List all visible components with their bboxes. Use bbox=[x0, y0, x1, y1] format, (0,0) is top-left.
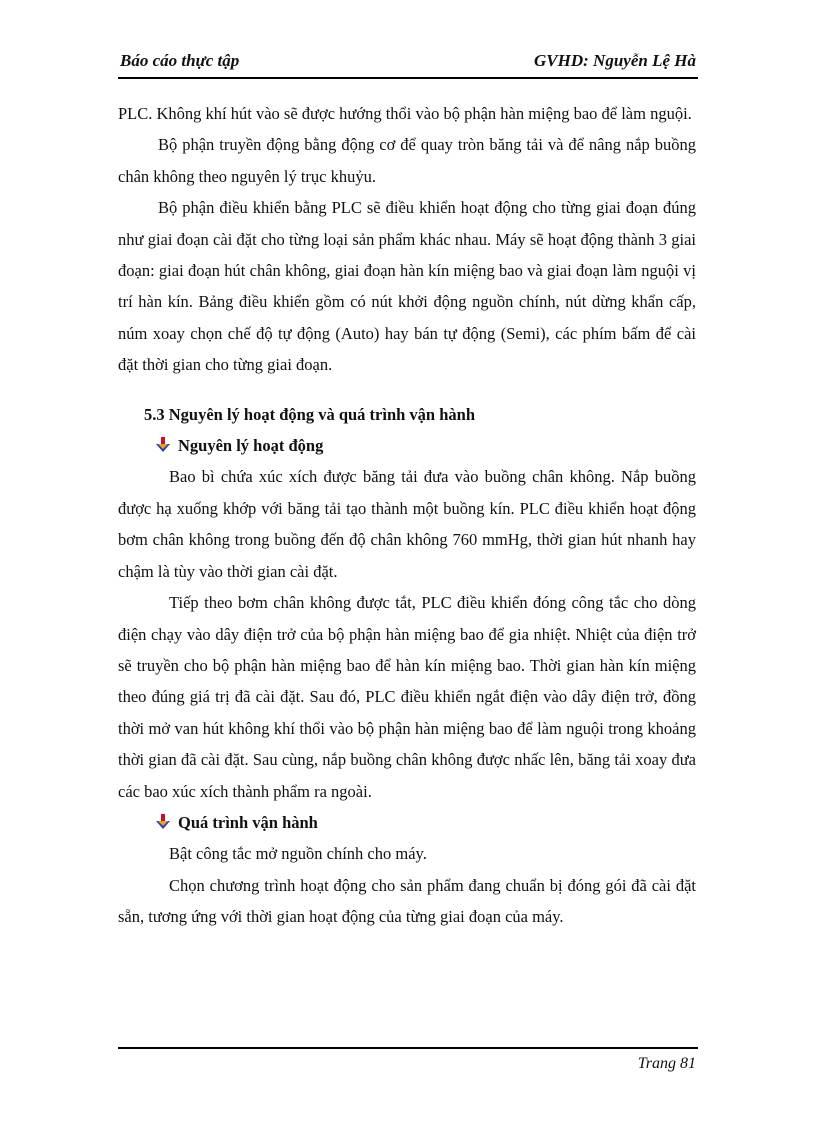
paragraph: Tiếp theo bơm chân không được tắt, PLC điều khiển đóng công tắc cho dòng điện chạy vào dây điện trở của bộ phận hàn miệng bao để gia nhiệt. Nhiệt của điện trở sẽ truyền cho bộ phận hàn miệng bao để hàn kín miệng bao. Thời gian hàn kín miệng theo đúng giá trị đã cài đặt. Sau đó, PLC điều khiển ngắt điện vào dây điện trở, đồng thời mở van hút không khí thổi vào bộ phận hàn miệng bao để làm nguội trong khoảng thời gian đã cài đặt. Sau cùng, nắp buồng chân không được nhấc lên, băng tải xoay đưa các bao xúc xích thành phẩm ra ngoài. bbox=[118, 593, 696, 801]
page-content bbox=[118, 98, 696, 933]
arrow-bullet-icon bbox=[155, 437, 171, 453]
subheading-label: Quá trình vận hành bbox=[178, 812, 318, 832]
paragraph: Bật công tắc mở nguồn chính cho máy. bbox=[169, 844, 427, 864]
paragraph: PLC. Không khí hút vào sẽ được hướng thổi vào bộ phận hàn miệng bao để làm nguội. bbox=[118, 104, 692, 123]
arrow-bullet-icon bbox=[155, 814, 171, 830]
section-gap bbox=[118, 381, 696, 399]
supervisor-name: GVHD: Nguyễn Lệ Hà bbox=[534, 51, 696, 70]
paragraph: Bao bì chứa xúc xích được băng tải đưa vào buồng chân không. Nắp buồng được hạ xuống khớp với băng tải tạo thành một buồng kín. PLC điều khiển hoạt động bơm chân không trong buồng đến độ chân không 760 mmHg, thời gian hút nhanh hay chậm là tùy vào thời gian cài đặt. bbox=[118, 467, 696, 581]
page-number: Trang 81 bbox=[637, 1055, 696, 1072]
report-title: Báo cáo thực tập bbox=[120, 51, 240, 70]
page-footer bbox=[118, 1047, 698, 1072]
section-title: 5.3 Nguyên lý hoạt động và quá trình vận hành bbox=[144, 404, 476, 424]
subheading-principle bbox=[118, 430, 696, 461]
subheading-label: Nguyên lý hoạt động bbox=[178, 436, 324, 456]
paragraph: Bộ phận truyền động bằng động cơ để quay tròn băng tải và để nâng nắp buồng chân không theo nguyên lý trục khuỷu. bbox=[118, 135, 696, 186]
subheading-operation bbox=[118, 807, 696, 838]
paragraph: Chọn chương trình hoạt động cho sản phẩm đang chuẩn bị đóng gói đã cài đặt sẵn, tương ứng với thời gian hoạt động của từng giai đoạn của máy. bbox=[118, 875, 696, 927]
page-header bbox=[118, 51, 698, 79]
paragraph: Bộ phận điều khiển bằng PLC sẽ điều khiển hoạt động cho từng giai đoạn đúng như giai đoạn cài đặt cho từng loại sản phẩm khác nhau. Máy sẽ hoạt động thành 3 giai đoạn: giai đoạn hút chân không, giai đoạn hàn kín miệng bao và giai đoạn làm nguội vị trí hàn kín. Bảng điều khiển gồm có nút khởi động nguồn chính, nút dừng khẩn cấp, núm xoay chọn chế độ tự động (Auto) hay bán tự động (Semi), các phím bấm để cài đặt thời gian cho từng giai đoạn. bbox=[118, 198, 696, 375]
